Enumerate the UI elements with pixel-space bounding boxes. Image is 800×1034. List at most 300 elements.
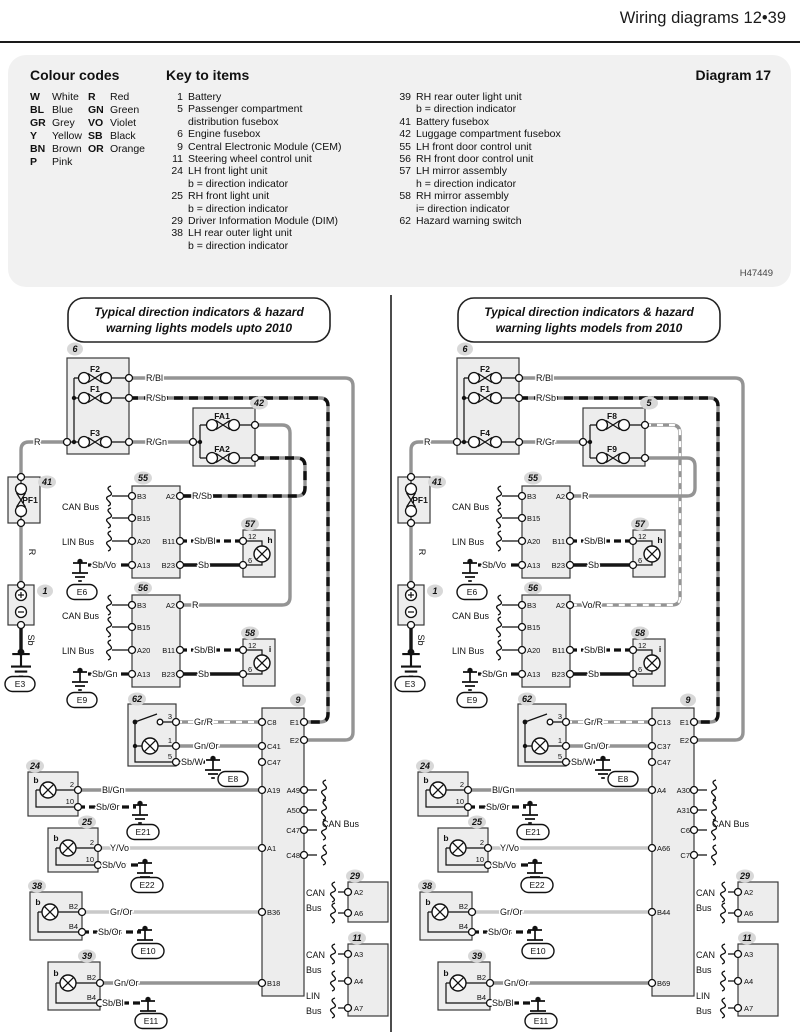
component-badge [28,880,46,893]
svg-text:25: 25 [81,817,93,827]
colour-name: Pink [52,156,73,168]
pin-label: 6 [638,556,643,565]
pin-label: A2 [165,492,175,501]
mirror-58 [240,627,276,687]
bus-label: Bus [696,1006,712,1016]
rear-light-38 [418,880,476,941]
pin-label: A2 [744,888,754,897]
mirror-57 [240,518,276,578]
pin-label: B3 [137,601,147,610]
svg-text:56: 56 [137,583,149,593]
svg-text:41: 41 [431,477,443,487]
pin-label: i [268,644,272,654]
key-item: 62 Hazard warning switch [399,215,522,228]
pin-label: 12 [248,532,257,541]
door-module-55 [519,472,574,579]
key-item: 5 Passenger compartment [177,103,303,116]
pin-label: A30 [676,786,690,795]
colour-codes-title: Colour codes [30,67,120,83]
component-badge [468,950,486,963]
key-item: 57 LH mirror assembly [399,165,508,178]
front-light-25 [438,816,492,873]
pin-label: B15 [137,623,151,632]
svg-text:E9: E9 [466,695,478,705]
pin-label: C47 [657,758,671,767]
component-badge [680,694,696,707]
diagram-number: Diagram 17 [695,67,771,83]
svg-text:E8: E8 [227,774,239,784]
pin-label: B11 [162,537,175,546]
fuse-label: FA2 [214,444,230,454]
svg-text:E11: E11 [143,1016,159,1026]
pin-label: A4 [354,977,364,986]
pin-label: E1 [289,718,299,727]
key-item: 6 Engine fusebox [177,128,261,141]
svg-text:62: 62 [131,694,143,704]
component-badge [241,518,259,531]
svg-text:55: 55 [527,473,539,483]
svg-text:57: 57 [244,519,256,529]
bulb-label: b [33,775,39,785]
wire-label: Sb/Bl [102,998,124,1008]
pin-label: B18 [267,979,281,988]
svg-text:E21: E21 [135,827,151,837]
key-title: Key to items [166,67,250,83]
pin-label: 6 [248,556,253,565]
svg-text:1: 1 [42,586,48,596]
pin-label: A13 [527,670,541,679]
svg-text:11: 11 [352,933,362,943]
pin-label: 10 [85,855,94,864]
pin-label: B23 [161,670,175,679]
steering-unit-11 [735,932,779,1017]
wire-label: Sb/Vo [492,860,517,870]
ground-ref [127,825,159,840]
wire-label: R/Sb [536,393,557,403]
pin-label: 10 [475,855,484,864]
bus-label: LIN Bus [62,646,95,656]
pin-label: 1 [167,736,172,745]
bus-label: Bus [306,1006,322,1016]
pin-label: B3 [527,492,537,501]
svg-text:58: 58 [634,628,646,638]
wire-label: R [34,437,41,447]
pin-label: B15 [527,514,541,523]
wire-label: Sb/Vo [92,560,117,570]
colour-name: White [52,91,79,103]
component-badge [290,694,306,707]
svg-text:39: 39 [81,951,93,961]
svg-text:55: 55 [137,473,149,483]
colour-name: Black [110,130,136,142]
svg-text:6: 6 [462,344,468,354]
bus-label: CAN Bus [62,502,100,512]
key-item: 55 LH front door control unit [399,140,532,153]
rear-light-38 [28,880,86,941]
colour-code: W [30,91,40,103]
component-badge [348,932,366,945]
colour-code: GR [30,117,46,129]
key-item: 9 Central Electronic Module (CEM) [177,140,342,153]
ground-ref [522,944,554,959]
pin-label: E2 [289,736,299,745]
component-badge [67,343,83,356]
wire-label: R/Sb [146,393,167,403]
svg-text:56: 56 [527,583,539,593]
wire-label: Sb [588,560,600,570]
svg-text:62: 62 [521,694,533,704]
pin-label: B3 [137,492,147,501]
component-badge [524,582,542,595]
fuse-label: F2 [90,364,100,374]
colour-name: Orange [110,143,146,155]
drawing-code: H47449 [739,268,773,279]
fuse-label: F1 [90,384,100,394]
wire-label: Vo/R [582,600,602,610]
wire-label: Sb/Bl [584,645,606,655]
pin-label: B4 [458,922,468,931]
pin-label: 6 [248,665,253,674]
wire-label: R [192,600,199,610]
component-badge [640,397,658,410]
wire-label: Sb/Bl [492,998,514,1008]
key-item: 39 RH rear outer light unit [399,91,522,103]
battery-fusebox-41 [8,474,56,527]
svg-text:E3: E3 [14,679,26,689]
key-item: 58 RH mirror assembly [399,190,509,203]
wire-label: Gr/R [194,717,213,727]
pin-label: A13 [137,561,151,570]
pin-label: B15 [137,514,151,523]
pin-label: A31 [676,806,690,815]
pin-label: 12 [638,641,647,650]
fuse-label: FA1 [214,411,230,421]
key-item: i= direction indicator [416,202,510,215]
svg-text:57: 57 [634,519,646,529]
colour-code: OR [88,143,104,155]
svg-text:E22: E22 [139,880,155,890]
bulb-label: b [53,833,59,843]
wire-label: Sb [198,669,210,679]
bus-label: CAN Bus [322,819,360,829]
pin-label: A20 [137,646,151,655]
bus-label: Bus [306,903,322,913]
pin-label: C8 [267,718,277,727]
pin-label: A49 [286,786,300,795]
bus-label: LIN Bus [452,646,485,656]
battery-1 [398,582,443,629]
pin-label: A3 [744,950,754,959]
fuse-label: PF1 [412,495,428,505]
component-badge [418,880,436,893]
steering-unit-11 [345,932,389,1017]
pin-label: A2 [354,888,364,897]
ground-ref [131,878,163,893]
key-item: 41 Battery fusebox [399,115,489,128]
pin-label: h [267,535,273,545]
ground-ref [457,693,487,708]
door-module-56 [129,582,184,688]
pin-label: A4 [744,977,754,986]
pin-label: A3 [354,950,364,959]
component-badge [736,870,754,883]
key-item: b = direction indicator [188,177,289,190]
svg-text:9: 9 [295,695,301,705]
svg-text:24: 24 [419,761,431,771]
pin-label: B44 [657,908,671,917]
svg-text:29: 29 [739,871,751,881]
wire-label: Bl/Gn [492,785,515,795]
component-badge [346,870,364,883]
svg-text:E10: E10 [140,946,156,956]
bus-label: Bus [696,903,712,913]
aux-fusebox [190,397,269,467]
pin-label: A66 [657,844,671,853]
wire-label: R/Gr [536,437,555,447]
pin-label: A20 [137,537,151,546]
door-module-55 [129,472,184,579]
bus-label: CAN [306,950,326,960]
wire-label: Sb/W [181,757,204,767]
key-item: distribution fusebox [188,115,279,128]
ground-ref [5,677,35,692]
wire-label: Sb/Gn [482,669,508,679]
bulb-label: b [443,968,449,978]
bus-label: CAN [696,950,716,960]
wire-label: Sb [198,560,210,570]
colour-code: R [88,91,96,103]
pin-label: C13 [657,718,671,727]
pin-label: B4 [86,993,96,1002]
colour-name: Green [110,104,140,116]
wire-label: Y/Vo [110,843,130,853]
pin-label: B11 [552,646,565,655]
pin-label: 12 [638,532,647,541]
wire-label: Sb/Bl [194,536,216,546]
pin-label: B23 [551,670,565,679]
diagram-title [68,298,330,342]
title-line-1: Typical direction indicators & hazard [484,305,694,319]
svg-text:E21: E21 [525,827,541,837]
svg-text:41: 41 [41,477,53,487]
pin-label: 12 [248,641,257,650]
ground-ref [135,1014,167,1029]
hazard-switch-62 [128,693,180,767]
component-badge [37,585,53,598]
wire-label: Sb/Vo [482,560,507,570]
key-item: 1 Battery [177,91,222,103]
wire-label: Sb/Or [488,927,512,937]
ground-ref [218,772,248,787]
wire-label: R/Gn [146,437,168,447]
hazard-switch-62 [518,693,570,767]
fuse-label: F3 [90,428,100,438]
aux-fusebox [580,397,659,467]
svg-text:24: 24 [29,761,41,771]
svg-text:9: 9 [685,695,691,705]
pin-label: A50 [286,806,300,815]
diagram-upto-2010 [5,298,388,1029]
pin-label: B2 [476,973,486,982]
colour-code: BL [30,104,44,116]
svg-text:E3: E3 [404,679,416,689]
wire-label: Gn/Or [504,978,529,988]
pin-label: A6 [354,909,364,918]
svg-text:38: 38 [421,881,433,891]
wire-label: Sb/Or [96,802,120,812]
title-line-2: warning lights models from 2010 [495,321,683,335]
key-item: 24 LH front light unit [171,165,268,178]
title-line-1: Typical direction indicators & hazard [94,305,304,319]
engine-fusebox-6 [454,343,523,455]
wire-label: Sb/Bl [194,645,216,655]
bus-label: Bus [306,965,322,975]
pin-label: 10 [65,797,74,806]
ground-ref [67,693,97,708]
component-badge [631,627,649,640]
pin-label: B11 [552,537,565,546]
title-line-2: warning lights models upto 2010 [105,321,293,335]
colour-name: Red [110,91,130,103]
key-item: h = direction indicator [416,177,517,190]
pin-label: 2 [459,780,464,789]
wire-label: Sb [588,669,600,679]
bus-label: CAN Bus [452,502,490,512]
wire-label: Sb [416,634,426,646]
component-badge [241,627,259,640]
colour-code: VO [88,117,104,129]
battery-1 [8,582,53,629]
pin-label: A2 [555,492,565,501]
component-badge [457,343,473,356]
pin-label: C37 [657,742,671,751]
colour-code: P [30,156,38,168]
pin-label: 5 [167,752,172,761]
component-badge [134,582,152,595]
fuse-label: F4 [480,428,490,438]
rear-light-39 [48,950,104,1011]
svg-text:39: 39 [471,951,483,961]
wire-label: Gn/Or [194,741,219,751]
bus-label: LIN Bus [62,537,95,547]
key-item: 56 RH front door control unit [399,153,534,166]
component-badge [738,932,756,945]
pin-label: B4 [476,993,486,1002]
wire-label: R/Bl [536,373,554,383]
pin-label: A7 [354,1004,364,1013]
ground-ref [67,585,97,600]
pin-label: C48 [286,851,300,860]
pin-label: E1 [679,718,689,727]
key-item: 29 Driver Information Module (DIM) [171,215,338,228]
pin-label: C41 [267,742,281,751]
pin-label: 2 [479,838,484,847]
ground-ref [608,772,638,787]
pin-label: A7 [744,1004,754,1013]
pin-label: 1 [557,736,562,745]
pin-label: A13 [527,561,541,570]
door-module-56 [519,582,574,688]
wire-label: R [417,548,427,556]
wire-label: R [424,437,431,447]
front-light-24 [416,760,472,817]
svg-text:E22: E22 [529,880,545,890]
rear-light-39 [438,950,494,1011]
key-item: 11 Steering wheel control unit [172,153,312,166]
fuse-label: F2 [480,364,490,374]
fuse-label: F9 [607,444,617,454]
fuse-label: F1 [480,384,490,394]
colour-code: SB [88,130,103,142]
mirror-57 [630,518,666,578]
bulb-label: b [443,833,449,843]
bulb-label: b [35,897,41,907]
wire-label: Y/Vo [500,843,520,853]
pin-label: A19 [267,786,281,795]
pin-label: 2 [89,838,94,847]
wire-label: Sb/Or [486,802,510,812]
pin-label: C6 [680,826,690,835]
key-item: b = direction indicator [188,239,289,252]
wire-label: R/Sb [192,491,213,501]
ground-ref [521,878,553,893]
ground-ref [517,825,549,840]
svg-text:E9: E9 [76,695,88,705]
pin-label: A20 [527,646,541,655]
ground-ref [457,585,487,600]
bulb-label: b [423,775,429,785]
wire-label: R/Bl [146,373,164,383]
pin-label: B23 [551,561,565,570]
pin-label: A4 [657,786,667,795]
ground-ref [395,677,425,692]
colour-name: Yellow [52,130,82,142]
key-item: b = direction indicator [416,103,517,116]
svg-text:1: 1 [432,586,438,596]
pin-label: A6 [744,909,754,918]
bus-label: CAN Bus [712,819,750,829]
component-badge [78,816,96,829]
page-header: Wiring diagrams 12•39 [619,9,786,27]
wire-label: Gr/Or [110,907,133,917]
wire-label: Gr/Or [500,907,523,917]
svg-text:E6: E6 [76,587,88,597]
pin-label: 5 [557,752,562,761]
pin-label: B2 [458,902,468,911]
pin-label: 6 [638,665,643,674]
colour-name: Brown [52,143,82,155]
component-badge [128,693,146,706]
ground-ref [132,944,164,959]
pin-label: A13 [137,670,151,679]
cem-module-9 [649,694,698,997]
front-light-24 [26,760,82,817]
wire-label: Sb/Bl [584,536,606,546]
svg-text:11: 11 [742,933,752,943]
svg-text:E8: E8 [617,774,629,784]
bus-label: Bus [696,965,712,975]
bus-label: LIN [306,991,321,1001]
wire-label: Gr/R [584,717,603,727]
svg-text:58: 58 [244,628,256,638]
colour-code: Y [30,130,38,142]
diagram-from-2010 [395,298,778,1029]
pin-label: B11 [162,646,175,655]
mirror-58 [630,627,666,687]
pin-label: B2 [68,902,78,911]
svg-text:E10: E10 [530,946,546,956]
diagram-title [458,298,720,342]
